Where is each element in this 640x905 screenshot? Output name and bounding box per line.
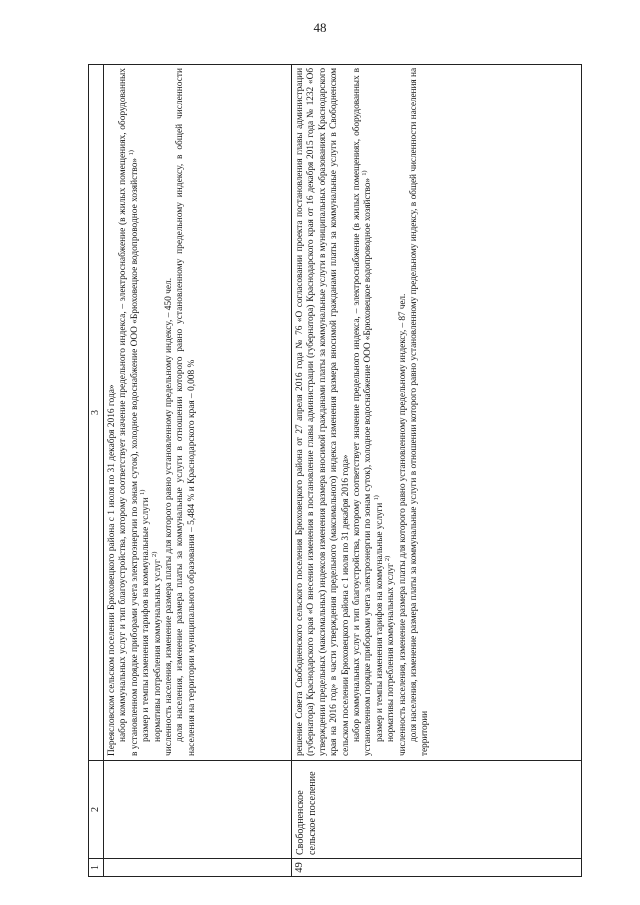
paragraph [398, 68, 409, 756]
header-col-3: 3 [89, 65, 104, 761]
page-number: 48 [313, 20, 327, 35]
footnote-marker: 2) [150, 551, 158, 557]
paragraph [409, 68, 432, 756]
settlements-table [88, 64, 582, 877]
header-row [89, 65, 104, 877]
table-row [292, 65, 582, 877]
paragraph-text: доля населения, изменение размера платы за коммунальные услуги в отношении которого равно установленному предельному индексу, в общей численности населения на территории [409, 68, 431, 756]
paragraph [150, 68, 164, 756]
paragraph-text: размер и темпы изменения тарифов на коммунальные услуги [374, 502, 385, 742]
rotated-table-container [88, 65, 582, 877]
paragraph-text: решение Совета Свободненского сельского поселения Брюховецкого района от 27 апреля 2016 года № 76 «О согласовании проекта постановления главы администрации (губернатора) Краснодарского края «О внесении изменения в постановление главы администрации (губернатора) Краснодарского края от 16 декабря 2015 года № 1232 «Об утверждении предельных (максимальных) индексов изменения размера вносимой гражданами платы за коммунальные услуги в муниципальных образованиях Краснодарского края на 2016 год» в части утверждения предельного (максимального) индекса изменения размера вносимой гражданами платы за коммунальные услуги в Свободненском сельском поселении Брюховецкого района с 1 июля по 31 декабря 2016 года» [295, 68, 351, 756]
paragraph-text: размер и темпы изменения тарифов на коммунальные услуги [141, 497, 152, 742]
paragraph [164, 68, 175, 756]
row-49-lines [295, 68, 432, 756]
paragraph [295, 68, 352, 756]
paragraph [386, 68, 397, 756]
footnote-marker: 1) [127, 150, 135, 156]
footnote-marker: 2) [384, 555, 392, 562]
footnote-marker: 1) [139, 489, 147, 495]
paragraph [372, 68, 386, 756]
paragraph-text: численность населения, изменение размера платы для которого равно установленному предельному индексу, – 87 чел. [397, 293, 408, 756]
header-col-1: 1 [89, 859, 104, 877]
paragraph-text: нормативы потребления коммунальных услуг [152, 559, 163, 742]
paragraph [107, 68, 118, 756]
header-col-2: 2 [89, 761, 104, 859]
footnote-marker: 1) [361, 170, 369, 176]
settlement-name: Свободненское сельское поселение [292, 761, 582, 859]
paragraph-text: доля населения, изменение размера платы за коммунальные услуги в отношении которого равно установленному предельному индексу, в общей численности населения на территории муниципального образования – 5,484 % и Краснодарского края – 0,008 % [175, 68, 197, 756]
paragraph-text: Переясловском сельском поселении Брюховецкого района с 1 июля по 31 декабря 2016 года» [107, 384, 117, 756]
paragraph-text: нормативы потребления коммунальных услуг [386, 563, 397, 742]
paragraph [352, 68, 375, 756]
footnote-marker: 1) [372, 495, 380, 501]
continuation-row [104, 65, 292, 877]
continuation-lines [107, 68, 198, 756]
paragraph-text: набор коммунальных услуг и тип благоустройства, которому соответствует значение предельного индекса, – электроснабжение (в жилых помещениях, оборудованных в установленном порядке приборами учета электроэнергии по зонам суток), холодное водоснабжение ООО «Брюховецкое водопроводное хозяйство» [352, 68, 374, 756]
paragraph-text: набор коммунальных услуг и тип благоустройства, которому соответствует значение предельного индекса, – электроснабжение (в жилых помещениях, оборудованных в установленном порядке приборами учета электроэнергии по зонам суток), холодное водоснабжение ООО «Брюховецкое водопроводное хозяйство» [118, 68, 140, 756]
paragraph [141, 68, 152, 756]
paragraph-text: численность населения, изменение размера платы для которого равно установленному предельному индексу, – 450 чел. [164, 277, 175, 756]
continuation-content-cell [104, 65, 292, 761]
continuation-settlement-cell [104, 761, 292, 859]
paragraph [118, 68, 141, 756]
continuation-number-cell [104, 859, 292, 877]
paragraph [175, 68, 198, 756]
row-content-cell [292, 65, 582, 761]
row-number: 49 [292, 859, 582, 877]
